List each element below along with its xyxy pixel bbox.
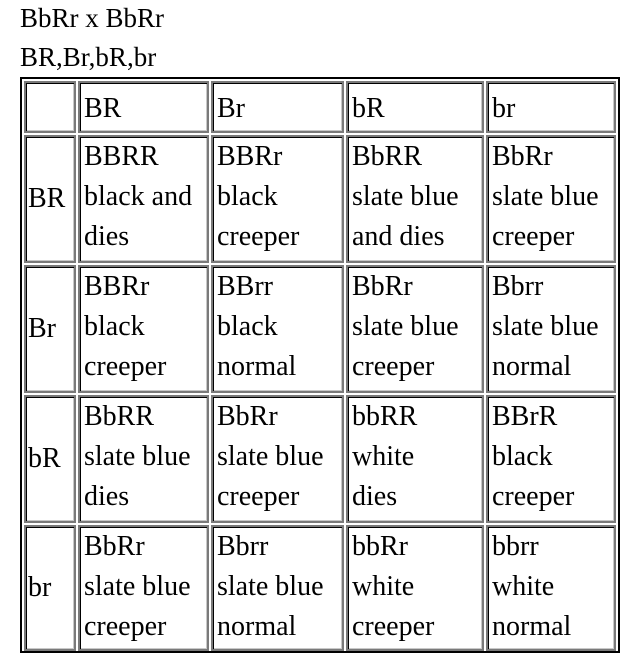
row-header xyxy=(24,395,76,523)
column-header-label: Br xyxy=(217,93,245,124)
cross-title: BbRr x BbRr xyxy=(20,3,165,33)
cell-text: BBRR black and dies xyxy=(84,141,193,252)
row-header xyxy=(24,135,76,263)
row-header-label: BR xyxy=(28,183,66,214)
row-header-label: bR xyxy=(28,443,61,474)
cell-text: BBRr black creeper xyxy=(84,271,167,382)
cell-text: Bbrr slate blue normal xyxy=(217,531,324,642)
genotype-cell xyxy=(346,525,484,651)
row-header xyxy=(24,265,76,393)
column-header-label: BR xyxy=(84,93,122,124)
genotype-cell xyxy=(78,395,209,523)
cell-text: BbRr slate blue creeper xyxy=(352,271,459,382)
cell-text: BbRr slate blue creeper xyxy=(84,531,191,642)
cell-text: BbRR slate blue dies xyxy=(84,401,191,512)
cell-text: bbrr white normal xyxy=(492,531,572,642)
column-header xyxy=(78,81,209,133)
cell-text: BBrR black creeper xyxy=(492,401,575,512)
column-header xyxy=(346,81,484,133)
genotype-cell xyxy=(211,135,344,263)
genotype-cell xyxy=(346,265,484,393)
cell-text: BbRR slate blue and dies xyxy=(352,141,459,252)
genotype-cell xyxy=(211,265,344,393)
cell-text: Bbrr slate blue normal xyxy=(492,271,599,382)
column-header-label: bR xyxy=(352,93,385,124)
column-header-label: br xyxy=(492,93,516,124)
genotype-cell xyxy=(211,395,344,523)
cell-text: bbRR white dies xyxy=(352,401,418,512)
genotype-cell xyxy=(78,265,209,393)
punnett-square-table xyxy=(20,77,620,653)
row-header-label: br xyxy=(28,572,52,603)
cell-text: BBRr black creeper xyxy=(217,141,300,252)
cell-text: BbRr slate blue creeper xyxy=(217,401,324,512)
row-header xyxy=(24,525,76,651)
column-header xyxy=(486,81,616,133)
gametes-list: BR,Br,bR,br xyxy=(20,42,157,72)
genotype-cell xyxy=(346,135,484,263)
genotype-cell xyxy=(486,265,616,393)
cell-text: bbRr white creeper xyxy=(352,531,435,642)
genotype-cell xyxy=(486,395,616,523)
cell-text: BbRr slate blue creeper xyxy=(492,141,599,252)
column-header xyxy=(211,81,344,133)
cell-text: BBrr black normal xyxy=(217,271,297,382)
genotype-cell xyxy=(486,135,616,263)
genotype-cell xyxy=(78,525,209,651)
genotype-cell xyxy=(486,525,616,651)
genotype-cell xyxy=(78,135,209,263)
corner-cell xyxy=(24,81,76,133)
genotype-cell xyxy=(211,525,344,651)
genotype-cell xyxy=(346,395,484,523)
row-header-label: Br xyxy=(28,313,56,344)
